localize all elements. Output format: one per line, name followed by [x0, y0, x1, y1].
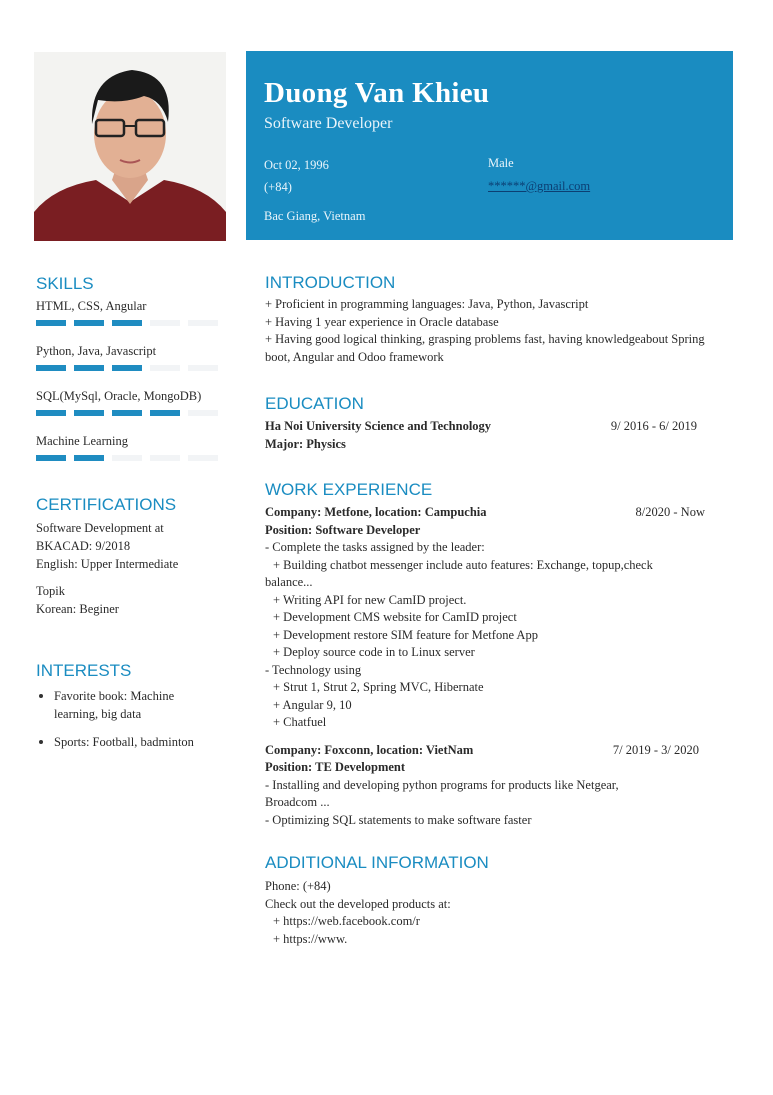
- intro-line: + Having good logical thinking, grasping problems fast, having knowledgeabout Spring: [265, 332, 705, 346]
- additional-phone: Phone: (+84): [265, 879, 331, 893]
- birthday: Oct 02, 1996: [264, 158, 329, 172]
- job-line: balance...: [265, 575, 313, 589]
- skill-segment: [36, 455, 66, 461]
- skill-label: Machine Learning: [36, 434, 128, 448]
- header-banner: [246, 51, 733, 240]
- skill-label: HTML, CSS, Angular: [36, 299, 147, 313]
- skill-segment: [74, 320, 104, 326]
- job-line: - Installing and developing python programs for products like Netgear,: [265, 777, 619, 792]
- cert-line: Topik: [36, 584, 65, 598]
- skill-segment: [74, 365, 104, 371]
- interest-item: [36, 733, 226, 751]
- skill-segment: [36, 320, 66, 326]
- cert-line: Korean: Beginer: [36, 602, 119, 616]
- address: Bac Giang, Vietnam: [264, 209, 366, 223]
- interest-text: Favorite book: Machine: [54, 689, 175, 703]
- job-position: Position: Software Developer: [265, 522, 421, 537]
- education-section: [265, 394, 725, 453]
- interest-text: learning, big data: [54, 707, 142, 721]
- work-title: WORK EXPERIENCE: [265, 480, 433, 499]
- skill-segment: [112, 455, 142, 461]
- skill-segment: [150, 320, 180, 326]
- skill-segment: [36, 410, 66, 416]
- email-link[interactable]: ******@gmail.com: [488, 179, 591, 193]
- job-line: Broadcom ...: [265, 795, 330, 809]
- job-line: + Deploy source code in to Linux server: [273, 645, 475, 659]
- education-date: 9/ 2016 - 6/ 2019: [610, 419, 697, 433]
- phone: (+84): [264, 180, 292, 194]
- interests-title: INTERESTS: [36, 661, 132, 680]
- additional-section: [265, 853, 725, 948]
- skill-level-bar: [36, 455, 226, 461]
- school-name: Ha Noi University Science and Technology: [265, 419, 492, 433]
- certifications-title: CERTIFICATIONS: [36, 495, 177, 514]
- education-major: Major: Physics: [265, 436, 346, 451]
- skill-segment: [112, 410, 142, 416]
- job-line: + Writing API for new CamID project.: [273, 592, 467, 607]
- skill-segment: [112, 365, 142, 371]
- job-header-row: [265, 504, 705, 522]
- skill-segment: [112, 320, 142, 326]
- job-line: + Building chatbot messenger include auto features: Exchange, topup,check: [273, 557, 653, 572]
- certifications-section: [36, 495, 226, 618]
- cert-line: English: Upper Intermediate: [36, 557, 179, 571]
- job-line: + Angular 9, 10: [273, 697, 352, 712]
- person-silhouette-icon: [34, 52, 226, 241]
- job-position: Position: TE Development: [265, 760, 406, 774]
- interest-item: [36, 687, 226, 723]
- intro-line: + Having 1 year experience in Oracle database: [265, 314, 499, 329]
- job-entry: [265, 742, 725, 830]
- job-date: 7/ 2019 - 3/ 2020: [612, 742, 699, 757]
- job-line: + Development restore SIM feature for Metfone App: [273, 627, 538, 642]
- job-line: - Technology using: [265, 662, 362, 677]
- additional-title: ADDITIONAL INFORMATION: [265, 853, 489, 872]
- skill-segment: [36, 365, 66, 371]
- intro-line: boot, Angular and Odoo framework: [265, 349, 444, 364]
- interests-section: [36, 661, 226, 761]
- skill-level-bar: [36, 410, 226, 416]
- introduction-section: [265, 273, 725, 366]
- job-company: Company: Foxconn, location: VietNam: [265, 742, 474, 757]
- intro-line: + Proficient in programming languages: Java, Python, Javascript: [265, 297, 589, 311]
- job-company: Company: Metfone, location: Campuchia: [265, 505, 487, 519]
- skill-level-bar: [36, 365, 226, 371]
- skills-section: [36, 274, 226, 479]
- skill-segment: [188, 455, 218, 461]
- skill-segment: [188, 320, 218, 326]
- skill-segment: [150, 455, 180, 461]
- job-line: - Complete the tasks assigned by the leader:: [265, 540, 485, 554]
- skill-label: SQL(MySql, Oracle, MongoDB): [36, 389, 202, 403]
- skill-segment: [74, 455, 104, 461]
- additional-check: Check out the developed products at:: [265, 896, 451, 911]
- skill-level-bar: [36, 320, 226, 326]
- candidate-name: Duong Van Khieu: [264, 77, 490, 109]
- education-title: EDUCATION: [265, 394, 364, 413]
- skills-title: SKILLS: [36, 274, 94, 293]
- job-date: 8/2020 - Now: [635, 505, 705, 519]
- job-entry: [265, 504, 725, 732]
- skill-segment: [188, 365, 218, 371]
- product-link[interactable]: + https://web.facebook.com/r: [273, 914, 420, 928]
- skill-segment: [188, 410, 218, 416]
- job-line: - Optimizing SQL statements to make software faster: [265, 812, 532, 827]
- gender: Male: [488, 156, 514, 170]
- education-school-row: [265, 418, 697, 436]
- interest-text: Sports: Football, badminton: [54, 735, 194, 749]
- skill-label: Python, Java, Javascript: [36, 344, 157, 358]
- job-line: + Chatfuel: [273, 715, 327, 729]
- cert-line: BKACAD: 9/2018: [36, 539, 131, 553]
- skill-segment: [74, 410, 104, 416]
- profile-photo: [34, 52, 226, 241]
- work-section: [265, 480, 725, 829]
- job-line: + Development CMS website for CamID project: [273, 610, 517, 624]
- skill-segment: [150, 410, 180, 416]
- product-link[interactable]: + https://www.: [273, 931, 348, 946]
- cert-line: Software Development at: [36, 521, 164, 535]
- job-line: + Strut 1, Strut 2, Spring MVC, Hibernate: [273, 680, 484, 694]
- skill-segment: [150, 365, 180, 371]
- introduction-title: INTRODUCTION: [265, 273, 396, 292]
- candidate-role: Software Developer: [264, 115, 393, 132]
- job-header-row: [265, 742, 699, 760]
